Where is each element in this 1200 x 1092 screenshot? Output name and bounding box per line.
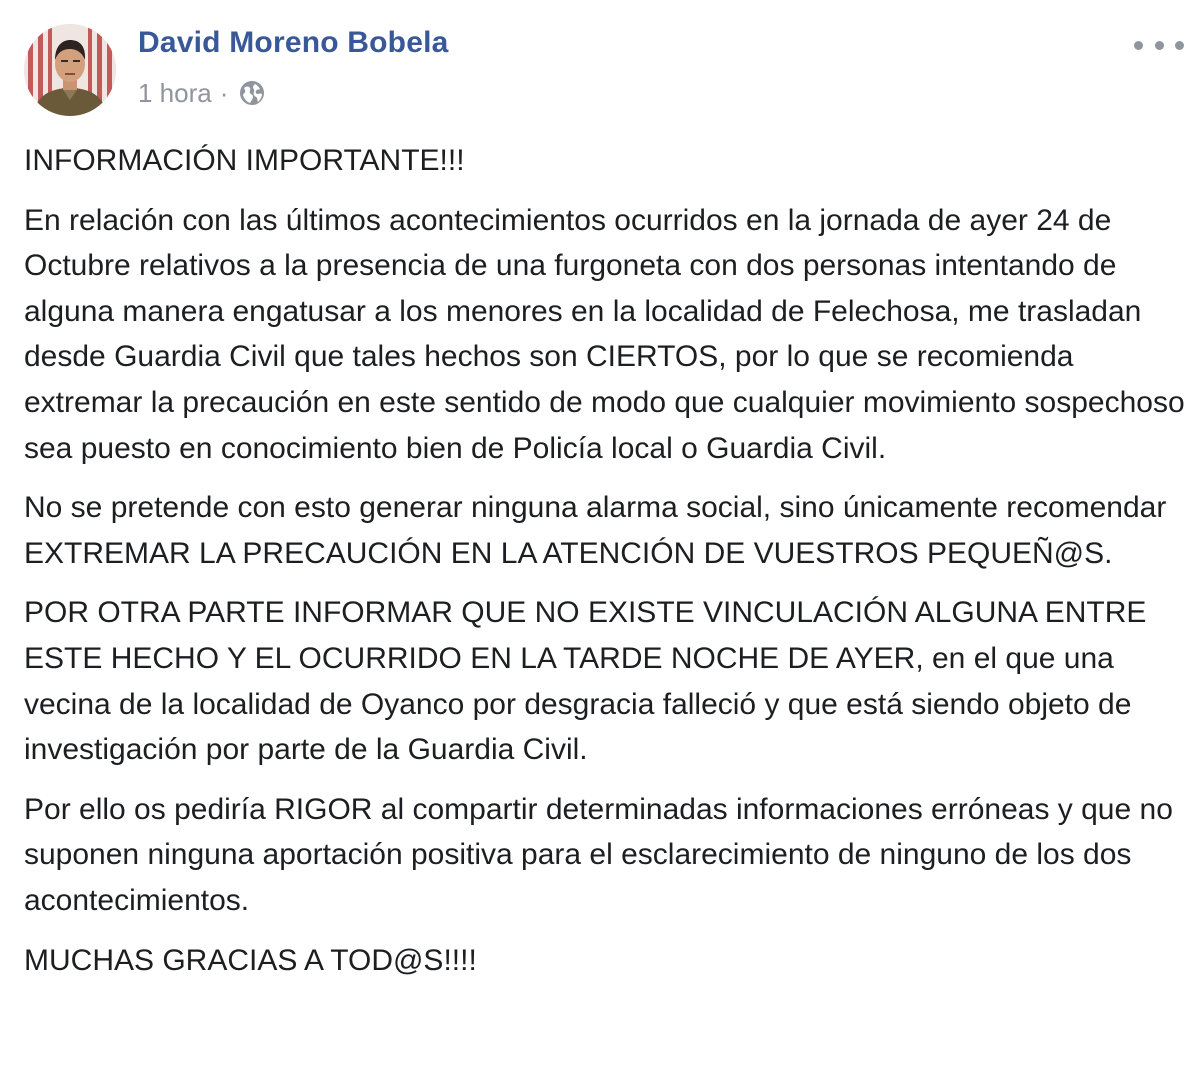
post-paragraph: Por ello os pediría RIGOR al compartir determinadas informaciones erróneas y que no suponen ninguna aportación positiva para el esclarecimiento de ninguno de los dos acontecimientos. (24, 792, 1173, 917)
ellipsis-icon (1134, 41, 1143, 50)
post-body (24, 138, 1188, 997)
post-paragraph: No se pretende con esto generar ninguna alarma social, sino únicamente recomendar EXTREMAR LA PRECAUCIÓN EN LA ATENCIÓN DE VUESTROS PEQUEÑ@S. (24, 491, 1167, 570)
post-timestamp[interactable]: 1 hora (138, 77, 212, 108)
author-name-link[interactable]: David Moreno Bobela (138, 26, 449, 59)
profile-photo-icon (24, 24, 116, 116)
post-header (24, 22, 1184, 118)
post-paragraph: En relación con las últimos acontecimientos ocurridos en la jornada de ayer 24 de Octubre relativos a la presencia de una furgoneta con dos personas intentando de alguna manera engatusar a los menores en la localidad de Felechosa, me trasladan desde Guardia Civil que tales hechos son CIERTOS, por lo que se recomienda extremar la precaución en este sentido de modo que cualquier movimiento sospechoso sea puesto en conocimiento bien de Policía local o Guardia Civil. (24, 203, 1185, 465)
globe-icon[interactable] (238, 79, 266, 107)
post-paragraph: MUCHAS GRACIAS A TOD@S!!!! (24, 943, 477, 977)
post-options-button[interactable] (1134, 30, 1184, 60)
meta-separator: · (219, 77, 229, 108)
post-meta (138, 76, 266, 110)
post-paragraph: POR OTRA PARTE INFORMAR QUE NO EXISTE VINCULACIÓN ALGUNA ENTRE ESTE HECHO Y EL OCURRIDO EN LA TARDE NOCHE DE AYER, en el que una vecina de la localidad de Oyanco por desgracia falleció y que está siendo objeto de investigación por parte de la Guardia Civil. (24, 596, 1147, 767)
author-avatar[interactable] (24, 24, 116, 116)
post-paragraph: INFORMACIÓN IMPORTANTE!!! (24, 144, 465, 177)
